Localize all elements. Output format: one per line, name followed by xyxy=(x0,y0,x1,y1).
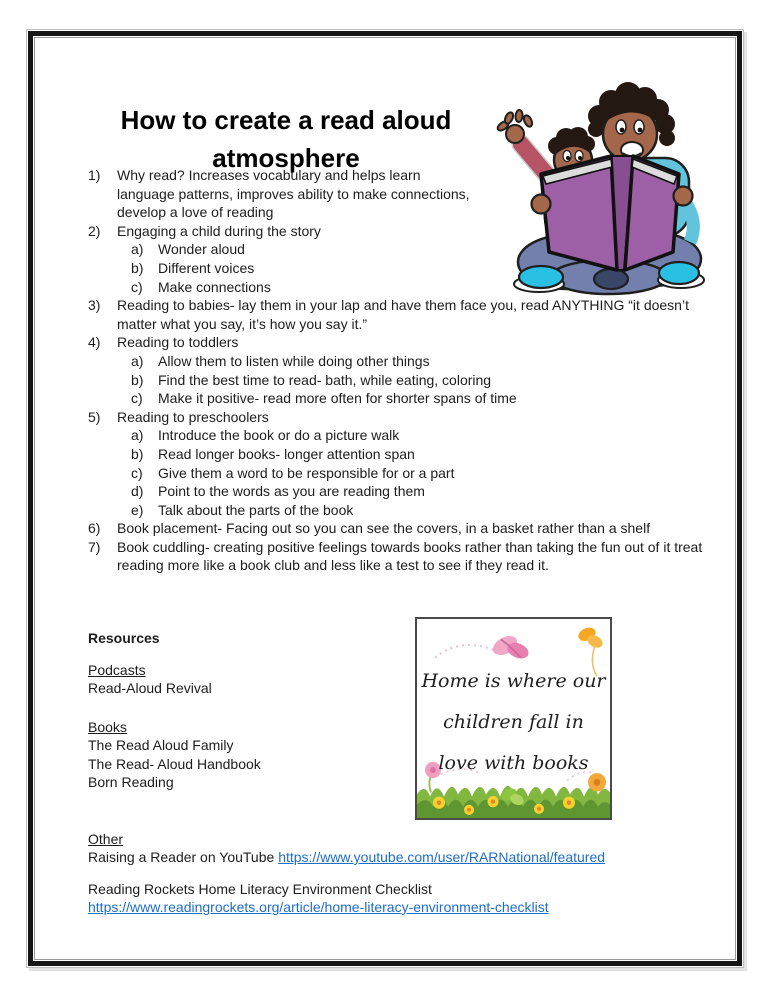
list-subitem xyxy=(131,501,716,520)
pink-butterfly-icon xyxy=(490,632,531,661)
list-subitem-letter: c) xyxy=(131,278,143,295)
quote-line: children fall in xyxy=(443,711,584,733)
list-subitem xyxy=(131,278,480,297)
numbered-list xyxy=(88,166,716,575)
list-subitem xyxy=(131,389,716,408)
list-subitem xyxy=(131,240,480,259)
youtube-link[interactable]: https://www.youtube.com/user/RARNational/featured xyxy=(278,849,606,865)
quote-line: Home is where our xyxy=(421,670,606,692)
list-subitem-text: Introduce the book or do a picture walk xyxy=(158,427,400,444)
list-subitem-letter: a) xyxy=(131,427,144,444)
parent-head xyxy=(588,82,675,161)
resources-heading: Resources xyxy=(88,630,160,646)
list-subitem-text: Make it positive- read more often for shorter spans of time xyxy=(158,390,517,407)
list-subitem-text: Point to the words as you are reading them xyxy=(158,483,425,500)
resources-block xyxy=(88,629,716,917)
list-subitem-letter: b) xyxy=(131,371,144,388)
list-item xyxy=(88,408,716,427)
list-item xyxy=(88,296,716,333)
quote-line: love with books xyxy=(438,752,589,774)
list-item-number: 5) xyxy=(88,408,101,425)
home-quote-framed-picture xyxy=(415,617,612,820)
list-item-text: Engaging a child during the story xyxy=(117,222,321,239)
list-item-text: Book cuddling- creating positive feelings towards books rather than taking the fun out of it treat reading more like a book club and less like a test to see if they read it. xyxy=(117,538,703,574)
list-subitem xyxy=(131,426,716,445)
resource-section xyxy=(88,718,716,792)
youtube-label: Raising a Reader on YouTube xyxy=(88,849,279,865)
resource-line xyxy=(88,848,716,867)
resource-line: Born Reading xyxy=(88,774,174,790)
list-subitem xyxy=(131,259,480,278)
resource-line: The Read Aloud Family xyxy=(88,737,234,753)
list-subitem-text: Give them a word to be responsible for or a part xyxy=(158,464,455,481)
list-subitem-letter: c) xyxy=(131,464,143,481)
resource-section-other xyxy=(88,830,716,917)
resource-section xyxy=(88,661,716,698)
list-subitem-text: Make connections xyxy=(158,278,271,295)
list-item-number: 6) xyxy=(88,520,101,537)
list-item xyxy=(88,166,480,222)
list-subitem-letter: b) xyxy=(131,445,144,462)
resource-line: The Read- Aloud Handbook xyxy=(88,755,261,772)
list-subitem-text: Read longer books- longer attention span xyxy=(158,445,415,462)
list-subitem xyxy=(131,445,716,464)
page-title-line2: atmosphere xyxy=(212,143,360,174)
list-item-number: 7) xyxy=(88,538,101,555)
list-item xyxy=(88,519,716,538)
list-subitem-letter: b) xyxy=(131,259,144,276)
page-title-line1: How to create a read aloud xyxy=(120,105,452,136)
list-subitem-letter: d) xyxy=(131,483,144,500)
reading-rockets-label: Reading Rockets Home Literacy Environment Checklist xyxy=(88,880,432,897)
list-item-number: 1) xyxy=(88,167,101,183)
list-subitem xyxy=(131,352,716,371)
list-subitem-letter: a) xyxy=(131,352,144,369)
reading-rockets-link[interactable]: https://www.readingrockets.org/article/home-literacy-environment-checklist xyxy=(88,899,549,915)
resource-line: Read-Aloud Revival xyxy=(88,680,212,696)
list-item-number: 2) xyxy=(88,222,101,239)
list-subitem xyxy=(131,464,716,483)
list-subitem xyxy=(131,482,716,501)
list-subitem-text: Find the best time to read- bath, while eating, coloring xyxy=(158,371,492,388)
resource-section-title: Other xyxy=(88,830,124,847)
list-subitem xyxy=(131,371,716,390)
list-item xyxy=(88,333,716,352)
quote-text xyxy=(417,661,610,784)
list-item xyxy=(88,222,480,241)
list-item xyxy=(88,538,716,575)
list-subitem-letter: a) xyxy=(131,241,144,258)
list-subitem-letter: c) xyxy=(131,390,143,407)
list-subitem-text: Different voices xyxy=(158,259,255,276)
list-subitem-text: Talk about the parts of the book xyxy=(158,501,354,518)
resource-sections xyxy=(88,661,716,792)
list-subitem-text: Wonder aloud xyxy=(158,241,245,258)
resource-section-title: Podcasts xyxy=(88,661,146,678)
list-item-text: Why read? Increases vocabulary and helps learn language patterns, improves ability to make connections, develop a love of reading xyxy=(117,167,470,221)
list-item-text: Reading to toddlers xyxy=(117,334,239,351)
list-item-text: Reading to preschoolers xyxy=(117,408,269,425)
list-item-text: Reading to babies- lay them in your lap and have them face you, read ANYTHING “it doesn’t matter what you say, it’s how you say it.” xyxy=(117,297,689,332)
list-item-text: Book placement- Facing out so you can see the covers, in a basket rather than a shelf xyxy=(117,520,651,537)
resource-section-title: Books xyxy=(88,718,127,735)
list-subitem-letter: e) xyxy=(131,501,144,518)
list-item-number: 3) xyxy=(88,297,101,314)
list-item-number: 4) xyxy=(88,334,101,351)
list-subitem-text: Allow them to listen while doing other things xyxy=(158,352,430,369)
